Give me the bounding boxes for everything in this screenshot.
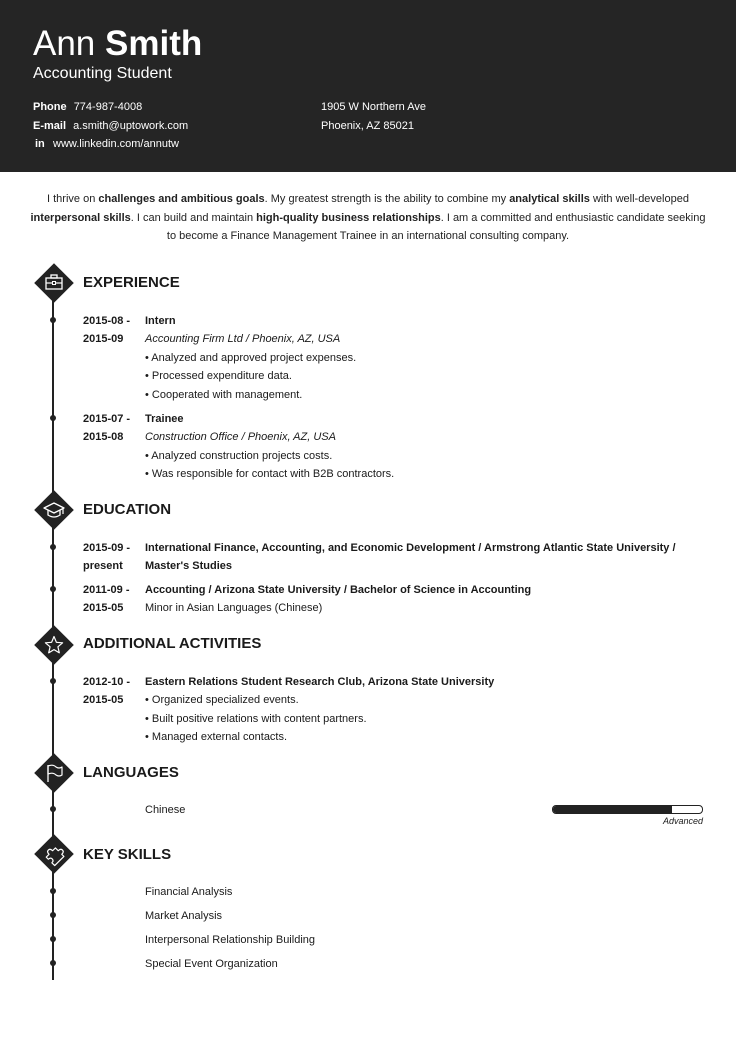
section-title-experience: EXPERIENCE: [83, 274, 180, 291]
exp-bullet: • Cooperated with management.: [145, 389, 303, 401]
exp-role: Trainee: [145, 413, 184, 425]
skill-item: Market Analysis: [145, 910, 223, 922]
section-title-education: EDUCATION: [83, 501, 172, 518]
email-row: [33, 119, 188, 133]
summary: [30, 190, 706, 246]
timeline-dot: [50, 415, 56, 421]
exp-company: Construction Office / Phoenix, AZ, USA: [145, 431, 336, 443]
timeline-dot: [50, 317, 56, 323]
act-org: Eastern Relations Student Research Club, Arizona State University: [145, 676, 495, 688]
edu-line1: International Finance, Accounting, and Economic Development / Armstrong Atlantic State University /: [145, 542, 676, 554]
exp-bullet: • Analyzed and approved project expenses.: [145, 352, 357, 364]
section-title-activities: ADDITIONAL ACTIVITIES: [83, 635, 262, 652]
timeline-dot: [50, 960, 56, 966]
exp-bullet: • Analyzed construction projects costs.: [145, 450, 333, 462]
language-level: Advanced: [662, 816, 703, 826]
address-line2: Phoenix, AZ 85021: [321, 120, 414, 132]
phone-value: 774-987-4008: [73, 101, 143, 113]
edu-date-from: 2011-09 -: [83, 584, 130, 596]
skill-item: Financial Analysis: [145, 886, 233, 898]
act-date-from: 2012-10 -: [83, 676, 131, 688]
email-value[interactable]: a.smith@uptowork.com: [73, 120, 189, 132]
section-title-skills: KEY SKILLS: [83, 846, 172, 863]
exp-date-from: 2015-07 -: [83, 413, 131, 425]
candidate-title: Accounting Student: [33, 65, 172, 82]
briefcase-icon: [34, 263, 74, 303]
language-proficiency-fill: [553, 806, 672, 813]
summary-text: . My greatest strength is the ability to combine my: [264, 193, 510, 205]
summary-highlight: interpersonal skills: [30, 211, 131, 224]
edu-line2: Minor in Asian Languages (Chinese): [145, 602, 323, 614]
act-bullet: • Managed external contacts.: [145, 731, 288, 743]
star-icon: [34, 625, 74, 665]
exp-date-to: 2015-08: [83, 431, 124, 443]
edu-line1: Accounting / Arizona State University / Bachelor of Science in Accounting: [145, 584, 532, 596]
exp-date-to: 2015-09: [83, 333, 124, 345]
summary-text: . I am a committed and enthusiastic candidate seeking to become a Finance Management Trainee in an international consulting company.: [166, 211, 706, 242]
edu-date-to: 2015-05: [83, 602, 124, 614]
edu-date-from: 2015-09 -: [83, 542, 131, 554]
timeline-dot: [50, 678, 56, 684]
timeline-dot: [50, 888, 56, 894]
exp-bullet: • Processed expenditure data.: [145, 370, 292, 382]
summary-highlight: high-quality business relationships: [256, 211, 441, 224]
exp-bullet: • Was responsible for contact with B2B contractors.: [145, 468, 395, 480]
phone-row: [33, 100, 142, 114]
email-label: E-mail: [33, 120, 67, 132]
exp-company: Accounting Firm Ltd / Phoenix, AZ, USA: [145, 333, 341, 345]
exp-date-from: 2015-08 -: [83, 315, 131, 327]
timeline-dot: [50, 936, 56, 942]
summary-highlight: challenges and ambitious goals: [98, 193, 265, 205]
puzzle-icon: [34, 834, 74, 874]
timeline-dot: [50, 912, 56, 918]
timeline-dot: [50, 586, 56, 592]
flag-icon: [34, 753, 74, 793]
act-date-to: 2015-05: [83, 694, 124, 706]
summary-text: . I can build and maintain: [130, 211, 257, 224]
phone-label: Phone: [33, 101, 67, 113]
graduation-cap-icon: [34, 490, 74, 530]
timeline-dot: [50, 544, 56, 550]
language-proficiency-bar: [552, 805, 703, 814]
summary-text: I thrive on: [47, 193, 99, 205]
first-name: Ann: [33, 24, 96, 63]
language-name: Chinese: [145, 804, 186, 816]
section-title-languages: LANGUAGES: [83, 764, 179, 781]
skill-item: Interpersonal Relationship Building: [145, 934, 315, 946]
linkedin-value[interactable]: www.linkedin.com/annutw: [53, 138, 179, 150]
linkedin-icon: in: [35, 138, 45, 150]
summary-text: with well-developed: [589, 193, 689, 205]
summary-highlight: analytical skills: [509, 193, 590, 205]
resume-header: [0, 0, 736, 172]
edu-date-to: present: [83, 560, 123, 572]
edu-line2: Master's Studies: [145, 560, 232, 572]
act-bullet: • Built positive relations with content partners.: [145, 713, 367, 725]
exp-role: Intern: [145, 315, 176, 327]
candidate-name: [33, 22, 202, 66]
act-bullet: • Organized specialized events.: [145, 694, 299, 706]
address-line1: 1905 W Northern Ave: [321, 101, 426, 113]
last-name: Smith: [105, 24, 203, 63]
linkedin-row: [35, 137, 179, 151]
skill-item: Special Event Organization: [145, 958, 278, 970]
timeline-dot: [50, 806, 56, 812]
